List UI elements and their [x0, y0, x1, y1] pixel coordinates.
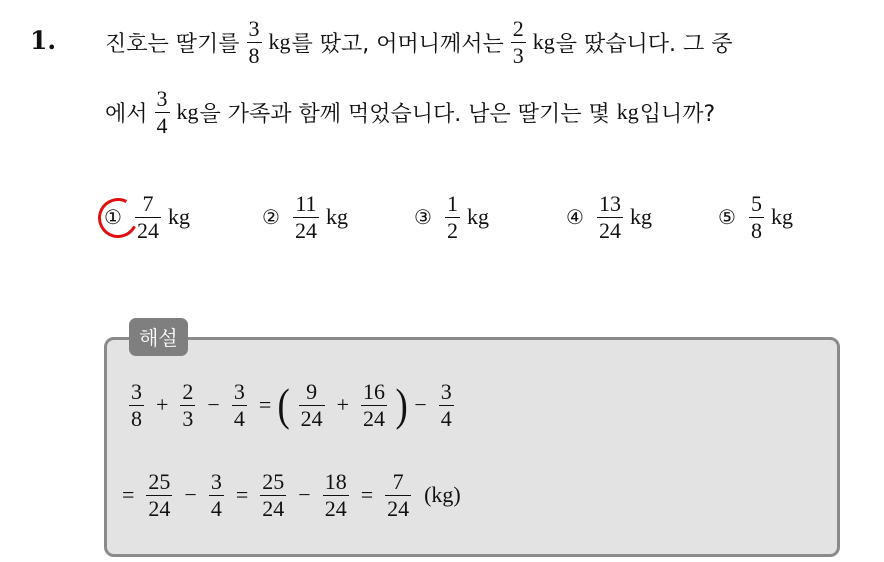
denominator: 4: [440, 405, 452, 431]
fraction: [180, 380, 195, 429]
unit: kg: [268, 29, 291, 54]
unit: kg: [176, 99, 199, 124]
fraction: [749, 192, 764, 241]
fraction: [293, 192, 319, 241]
fraction: [439, 380, 454, 429]
unit: kg: [466, 204, 489, 229]
choice-4[interactable]: [566, 186, 653, 248]
fraction: [135, 192, 161, 241]
question-number: 1.: [30, 26, 57, 55]
question-line-2: [105, 82, 715, 142]
choice-5[interactable]: [718, 186, 794, 248]
operator: −: [184, 482, 197, 507]
denominator: 24: [300, 405, 323, 431]
numerator: 13: [598, 191, 621, 217]
numerator: 3: [156, 86, 168, 112]
question-text: 입니까?: [639, 101, 716, 127]
denominator: 24: [148, 495, 171, 521]
question-text: 에서: [105, 101, 148, 127]
numerator: 3: [440, 379, 452, 405]
equals-sign: =: [235, 482, 249, 507]
numerator: 5: [750, 191, 762, 217]
operator: −: [207, 392, 220, 417]
choice-marker: ④: [566, 205, 584, 229]
denominator: 24: [136, 217, 159, 243]
choice-2[interactable]: [262, 186, 349, 248]
numerator: 7: [142, 191, 154, 217]
denominator: 4: [233, 405, 245, 431]
fraction: [361, 380, 387, 429]
fraction: [232, 380, 247, 429]
unit: kg: [167, 204, 190, 229]
numerator: 3: [210, 469, 222, 495]
denominator: 24: [324, 495, 347, 521]
fraction: [323, 470, 349, 519]
numerator: 7: [392, 469, 404, 495]
solution-title: 해설: [129, 318, 188, 356]
denominator: 4: [156, 112, 168, 138]
question-line-1: [105, 12, 733, 72]
fraction: [247, 17, 262, 66]
question-text: 을 가족과 함께 먹었습니다. 남은 딸기는 몇: [199, 101, 610, 127]
numerator: 3: [131, 379, 142, 405]
denominator: 24: [387, 495, 410, 521]
numerator: 3: [233, 379, 245, 405]
choice-marker: ⑤: [718, 205, 736, 229]
right-paren: ): [395, 379, 408, 430]
choice-marker: ①: [104, 205, 122, 229]
denominator: 2: [446, 217, 458, 243]
numerator: 2: [182, 379, 194, 405]
unit: kg: [616, 99, 639, 124]
denominator: 8: [248, 42, 260, 68]
fraction: [385, 470, 411, 519]
numerator: 18: [324, 469, 347, 495]
numerator: 25: [262, 469, 285, 495]
numerator: 2: [512, 16, 524, 42]
operator: −: [414, 392, 427, 417]
fraction: [511, 17, 526, 66]
denominator: 8: [131, 405, 142, 431]
numerator: 11: [295, 191, 317, 217]
question-text: 을 땄습니다. 그 중: [555, 31, 733, 57]
denominator: 24: [598, 217, 621, 243]
unit: (kg): [424, 482, 461, 507]
equals-sign: =: [360, 482, 374, 507]
fraction: [209, 470, 224, 519]
numerator: 25: [148, 469, 171, 495]
solution-line-2: [122, 460, 462, 530]
fraction: [445, 192, 460, 241]
numerator: 9: [306, 379, 318, 405]
denominator: 24: [262, 495, 285, 521]
choice-3[interactable]: [414, 186, 490, 248]
fraction: [155, 87, 170, 136]
denominator: 8: [750, 217, 762, 243]
numerator: 1: [446, 191, 458, 217]
fraction: [597, 192, 623, 241]
choice-marker: ③: [414, 205, 432, 229]
answer-choices: [104, 186, 864, 248]
denominator: 3: [182, 405, 194, 431]
denominator: 24: [294, 217, 317, 243]
solution-line-1: [122, 370, 461, 440]
denominator: 4: [210, 495, 222, 521]
fraction: [260, 470, 286, 519]
numerator: 3: [248, 16, 260, 42]
fraction: [146, 470, 172, 519]
numerator: 16: [363, 379, 386, 405]
unit: kg: [770, 204, 793, 229]
choice-1[interactable]: [104, 186, 191, 248]
denominator: 24: [363, 405, 386, 431]
choice-marker: ②: [262, 205, 280, 229]
equals-sign: =: [258, 392, 272, 417]
unit: kg: [629, 204, 652, 229]
operator: +: [336, 392, 350, 417]
denominator: 3: [512, 42, 524, 68]
unit: kg: [532, 29, 555, 54]
question-text: 를 땄고, 어머니께서는: [291, 31, 504, 57]
left-paren: (: [277, 379, 291, 430]
operator: +: [156, 392, 169, 417]
unit: kg: [325, 204, 348, 229]
fraction: [129, 380, 144, 429]
fraction: [299, 380, 325, 429]
question-text: 진호는 딸기를: [105, 31, 240, 57]
operator: −: [298, 482, 311, 507]
equals-sign: =: [122, 482, 135, 507]
